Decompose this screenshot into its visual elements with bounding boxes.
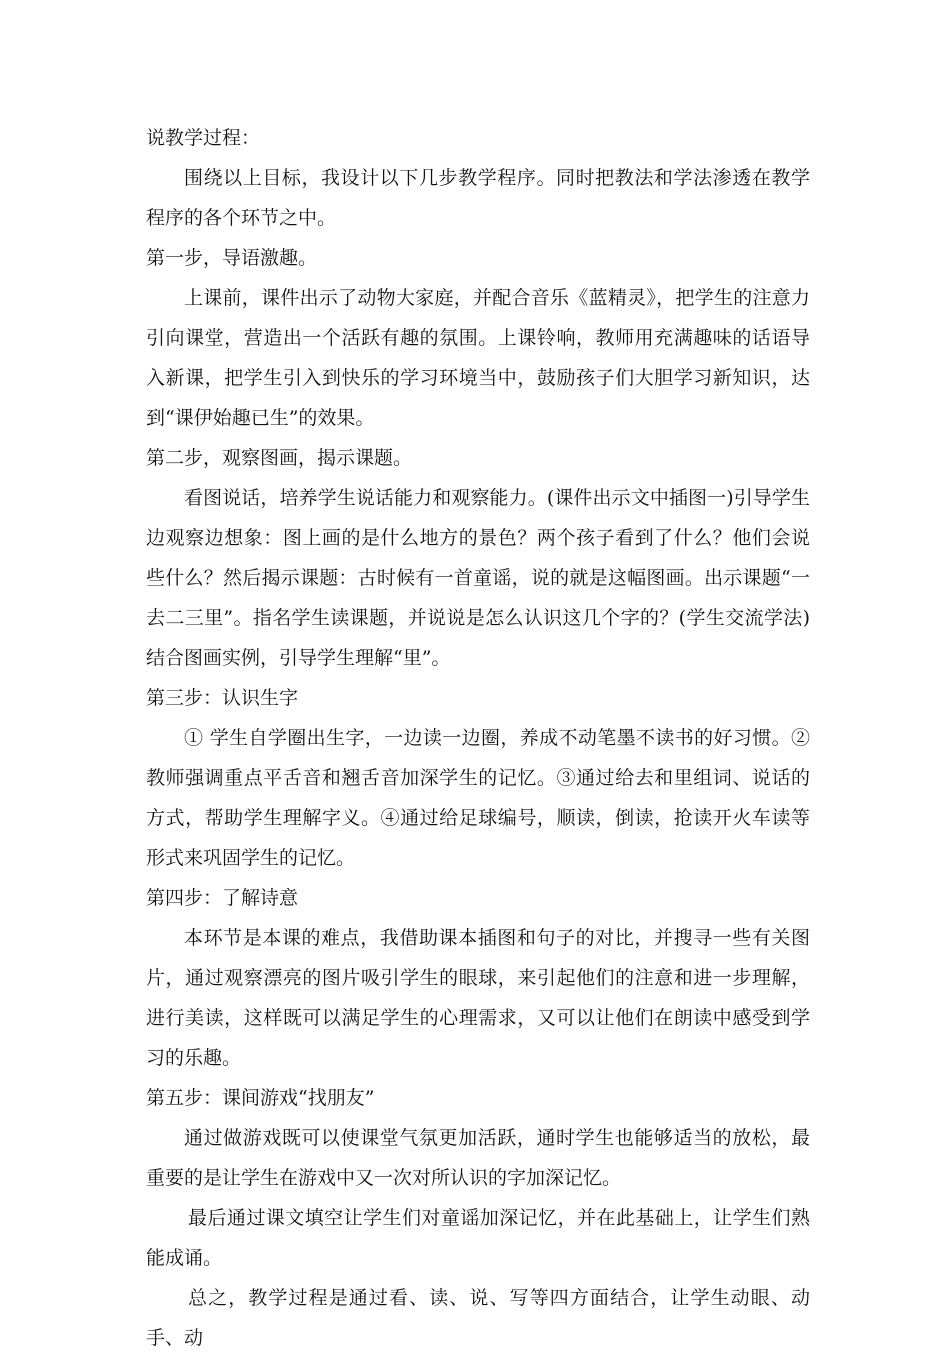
intro-paragraph: 围绕以上目标，我设计以下几步教学程序。同时把教法和学法渗透在教学程序的各个环节之中。 (146, 167, 810, 229)
step-2-heading: 第二步，观察图画，揭示课题。 (146, 447, 413, 469)
closing-paragraph-1: 最后通过课文填空让学生们对童谣加深记忆，并在此基础上，让学生们熟能成诵。 (146, 1207, 810, 1269)
step-5-heading: 第五步：课间游戏“找朋友” (146, 1087, 375, 1109)
step-4-paragraph: 本环节是本课的难点，我借助课本插图和句子的对比，并搜寻一些有关图片，通过观察漂亮的图片吸引学生的眼球，来引起他们的注意和进一步理解，进行美读，这样既可以满足学生的心理需求，又可以让他们在朗读中感受到学习的乐趣。 (146, 927, 810, 1069)
step-2-paragraph: 看图说话，培养学生说话能力和观察能力。(课件出示文中插图一)引导学生边观察边想象：图上画的是什么地方的景色？两个孩子看到了什么？他们会说些什么？然后揭示课题：古时候有一首童谣，说的就是这幅图画。出示课题“一去二三里”。指名学生读课题，并说说是怎么认识这几个字的？(学生交流学法)结合图画实例，引导学生理解“里”。 (146, 487, 810, 669)
step-1-heading: 第一步，导语激趣。 (146, 247, 318, 269)
step-3-heading: 第三步：认识生字 (146, 687, 299, 709)
step-3-paragraph: ① 学生自学圈出生字，一边读一边圈，养成不动笔墨不读书的好习惯。②教师强调重点平舌音和翘舌音加深学生的记忆。③通过给去和里组词、说话的方式，帮助学生理解字义。④通过给足球编号，顺读，倒读，抢读开火车读等形式来巩固学生的记忆。 (146, 727, 810, 869)
step-1-paragraph: 上课前，课件出示了动物大家庭，并配合音乐《蓝精灵》，把学生的注意力引向课堂，营造出一个活跃有趣的氛围。上课铃响，教师用充满趣味的话语导入新课，把学生引入到快乐的学习环境当中，鼓励孩子们大胆学习新知识，达到“课伊始趣已生”的效果。 (146, 287, 810, 429)
step-4-heading: 第四步：了解诗意 (146, 887, 299, 909)
closing-paragraph-2: 总之，教学过程是通过看、读、说、写等四方面结合，让学生动眼、动手、动 (146, 1287, 810, 1349)
step-5-paragraph: 通过做游戏既可以使课堂气氛更加活跃，通时学生也能够适当的放松，最重要的是让学生在游戏中又一次对所认识的字加深记忆。 (146, 1127, 810, 1189)
document-body (146, 118, 810, 1358)
section-title: 说教学过程： (146, 127, 261, 149)
